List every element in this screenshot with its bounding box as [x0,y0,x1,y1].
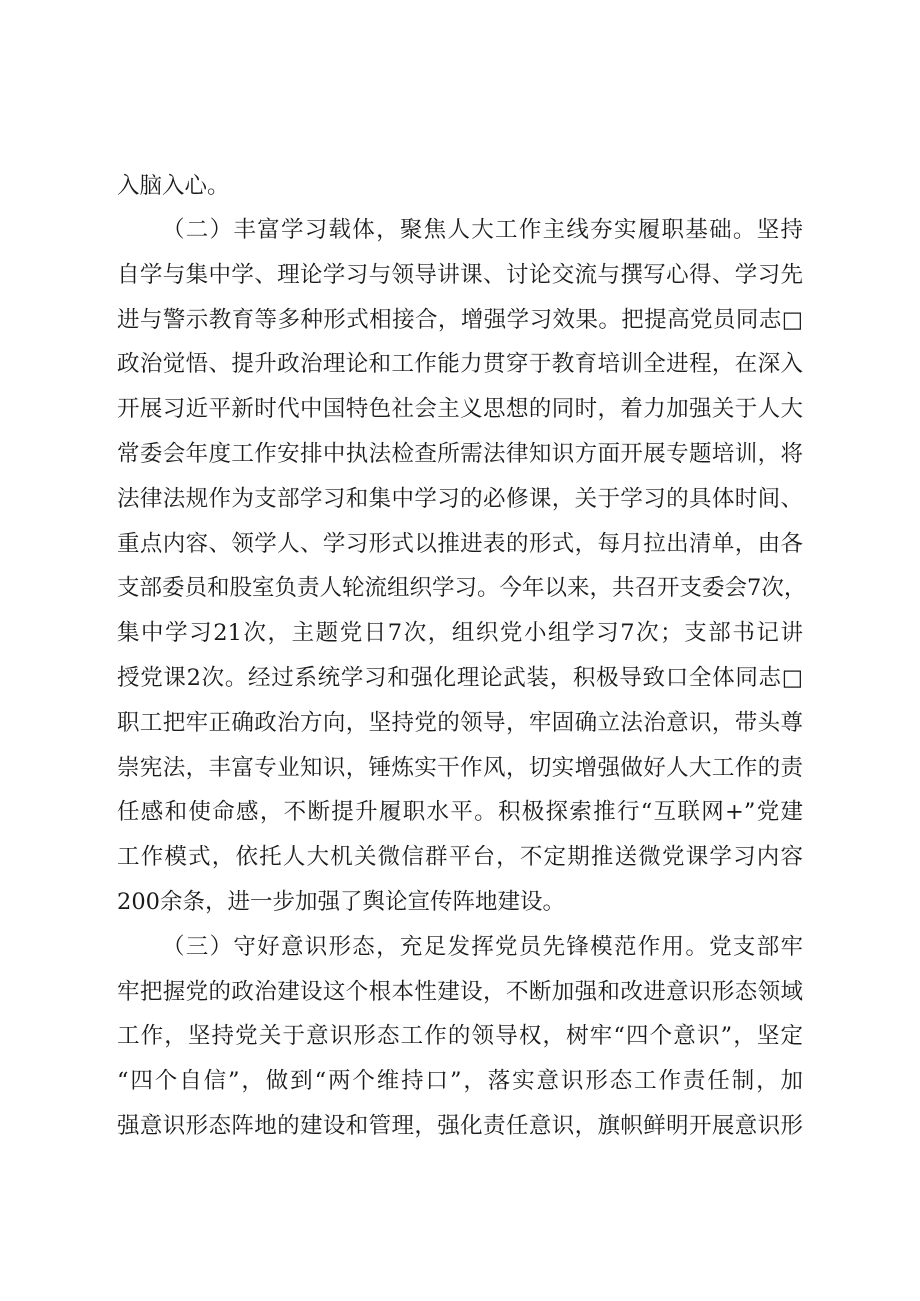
text-line: 入脑入心。 [117,173,230,199]
text-line: 法律法规作为支部学习和集中学习的必修课，关于学习的具体时间、 [117,485,803,512]
text-line: 自学与集中学、理论学习与领导讲课、讨论交流与撰写心得、学习先 [117,261,803,288]
text-line: 重点内容、领学人、学习形式以推进表的形式，每月拉出清单，由各 [117,530,803,557]
section-heading-line: （二）丰富学习载体，聚焦人大工作主线夯实履职基础。坚持 [162,217,803,243]
text-line: 牢把握党的政治建设这个根本性建设，不断加强和改进意识形态领域 [117,978,803,1005]
text-line: 工作模式，依托人大机关微信群平台，不定期推送微党课学习内容 [117,844,803,871]
text-line: 常委会年度工作安排中执法检查所需法律知识方面开展专题培训，将 [117,440,803,467]
text-line: 工作，坚持党关于意识形态工作的领导权，树牢“四个意识”，坚定 [117,1023,803,1050]
text-line: 强意识形态阵地的建设和管理，强化责任意识，旗帜鲜明开展意识形 [117,1112,803,1139]
text-line: 崇宪法，丰富专业知识，锤炼实干作风，切实增强做好人大工作的责 [117,754,803,781]
text-line: 支部委员和股室负责人轮流组织学习。今年以来，共召开支委会7次， [117,575,807,602]
text-line: 任感和使命感，不断提升履职水平。积极探索推行“互联网+”党建 [117,799,803,826]
text-line: 进与警示教育等多种形式相接合，增强学习效果。把提高党员同志□ [117,306,803,333]
text-line: “四个自信”，做到“两个维持口”，落实意识形态工作责任制，加 [117,1068,803,1095]
text-line: 200余条，进一步加强了舆论宣传阵地建设。 [117,888,565,915]
text-line: 职工把牢正确政治方向，坚持党的领导，牢固确立法治意识，带头尊 [117,709,803,736]
body-text [117,164,807,1149]
text-line: 政治觉悟、提升政治理论和工作能力贯穿于教育培训全进程，在深入 [117,351,803,378]
text-line: 集中学习21次，主题党日7次，组织党小组学习7次；支部书记讲 [117,620,803,647]
section-heading-line: （三）守好意识形态，充足发挥党员先锋模范作用。党支部牢 [162,933,803,960]
text-line: 授党课2次。经过系统学习和强化理论武装，积极导致口全体同志□ [117,664,803,691]
text-line: 开展习近平新时代中国特色社会主义思想的同时，着力加强关于人大 [117,396,803,423]
